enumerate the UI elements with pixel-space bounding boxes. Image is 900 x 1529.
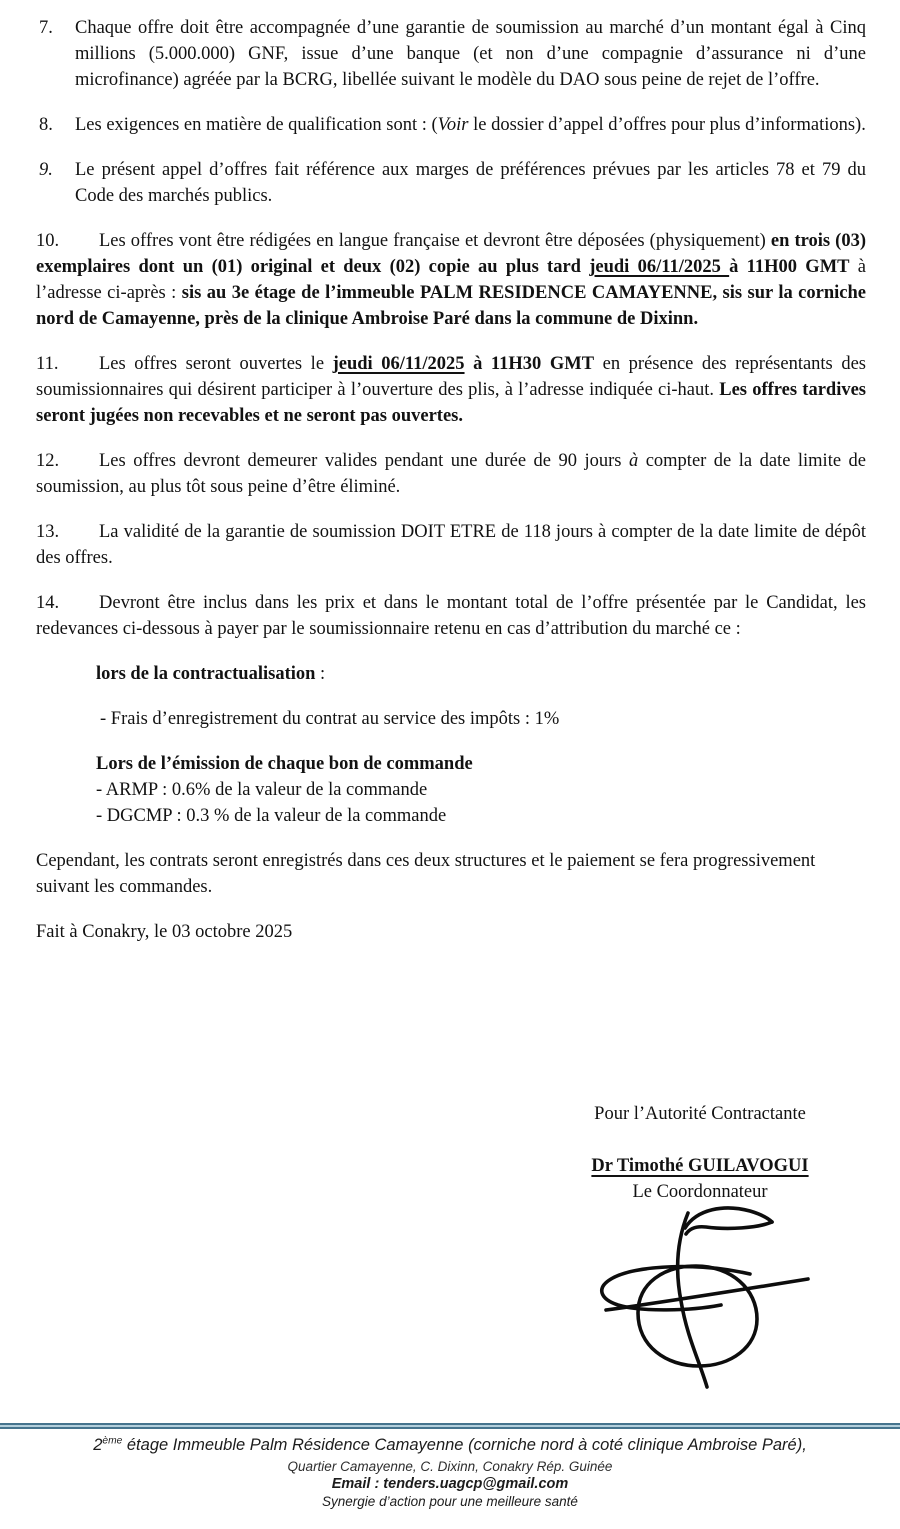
text-segment: compter de la date limite de soumission, au plus tôt sous peine d’être éliminé. xyxy=(36,451,867,497)
item-number: 12. xyxy=(36,451,60,471)
text-segment: Voir xyxy=(437,115,469,135)
footer-district: Quartier Camayenne, C. Dixinn, Conakry Rép. Guinée xyxy=(287,1459,613,1474)
text-segment: le dossier d’appel d’offres pour plus d’informations). xyxy=(468,115,866,135)
item-number: 9. xyxy=(39,160,53,180)
clause-contractualisation xyxy=(96,661,866,687)
text-segment: Chaque offre doit être accompagnée d’une garantie de soumission au marché d’un montant égal à Cinq millions (5.000.000) GNF, issue d’une banque (et non d’une compagnie d’assurance ni d’une microfinance) agréée par la BCRG, libellée suivant le modèle du DAO sous peine de rejet de l’offre. xyxy=(75,18,866,90)
item-number: 11. xyxy=(36,354,59,374)
footer-slogan: Synergie d’action pour une meilleure santé xyxy=(322,1494,578,1509)
text-segment: en présence des représentants des soumissionnaires qui désirent participer à l’ouverture des plis, à l’adresse indiquée ci-haut. xyxy=(36,354,866,400)
text-segment: à 11H00 GMT xyxy=(729,257,850,277)
text-segment: Le présent appel d’offres fait référence aux marges de préférences prévues par les articles 78 et 79 du Code des marchés publics. xyxy=(75,160,866,206)
text-segment: jeudi 06/11/2025 xyxy=(332,354,465,374)
text-segment: Les offres devront demeurer valides pendant une durée de 90 jours xyxy=(99,451,629,471)
item-11 xyxy=(36,351,866,429)
item-8 xyxy=(36,112,866,138)
text-segment: lors de la contractualisation xyxy=(96,664,316,684)
footer xyxy=(0,1423,900,1509)
closing-paragraph xyxy=(36,848,866,900)
text-segment: Devront être inclus dans les prix et dans le montant total de l’offre présentée par le Candidat, les redevances ci-dessous à payer par le soumissionnaire retenu en cas d’attribution du marché ce : xyxy=(36,593,866,639)
item-14 xyxy=(36,590,866,642)
text-segment: Cependant, les contrats seront enregistrés dans ces deux structures et le paiement se fera progressivement suivant les commandes. xyxy=(36,851,816,897)
text-segment: Les exigences en matière de qualification sont : ( xyxy=(75,115,438,135)
text-segment: - Frais d’enregistrement du contrat au service des impôts : 1% xyxy=(100,709,560,729)
item-number: 7. xyxy=(39,18,53,38)
dateline xyxy=(36,919,866,945)
text-segment: en trois (03) exemplaires dont un (01) original et deux (02) copie au plus tard xyxy=(36,231,866,277)
text-segment: à xyxy=(628,451,639,471)
item-number: 13. xyxy=(36,522,60,542)
text-segment: La validité de la garantie de soumission DOIT ETRE de 118 jours à compter de la date limite de dépôt des offres. xyxy=(36,522,866,568)
item-7 xyxy=(36,15,866,93)
signature-scribble xyxy=(560,1195,840,1405)
signature-name: Dr Timothé GUILAVOGUI xyxy=(591,1156,809,1176)
document-body xyxy=(36,15,866,964)
item-9 xyxy=(36,157,866,209)
text-segment: - ARMP : 0.6% de la valeur de la commande xyxy=(96,780,428,800)
footer-address xyxy=(0,1436,900,1455)
text-segment: : xyxy=(315,664,326,684)
text-segment: Fait à Conakry, le 03 octobre 2025 xyxy=(36,922,293,942)
text-segment: ème xyxy=(102,1435,123,1447)
item-number: 14. xyxy=(36,593,60,613)
text-segment: sis au 3e étage de l’immeuble PALM RESIDENCE CAMAYENNE, sis sur la corniche nord de Camayenne, près de la clinique Ambroise Paré dans la commune de Dixinn. xyxy=(36,283,866,329)
text-segment: - DGCMP : 0.3 % de la valeur de la commande xyxy=(96,806,447,826)
text-segment: étage Immeuble Palm Résidence Camayenne (corniche nord à coté clinique Ambroise Paré), xyxy=(122,1436,807,1454)
signature-authority: Pour l’Autorité Contractante xyxy=(594,1104,806,1124)
item-number: 8. xyxy=(39,115,53,135)
text-segment: 2 xyxy=(93,1436,103,1454)
footer-email: Email : tenders.uagcp@gmail.com xyxy=(331,1476,569,1492)
text-segment: Les offres tardives seront jugées non recevables et ne seront pas ouvertes. xyxy=(36,380,866,426)
item-number: 10. xyxy=(36,231,60,251)
clause-frais-enregistrement xyxy=(100,706,866,732)
item-12 xyxy=(36,448,866,500)
footer-rule xyxy=(0,1427,900,1429)
clause-dgcmp xyxy=(96,803,866,829)
text-segment: à 11H30 GMT xyxy=(464,354,595,374)
signature-block xyxy=(545,1102,855,1204)
clause-armp xyxy=(96,777,866,803)
item-13 xyxy=(36,519,866,571)
item-10 xyxy=(36,228,866,332)
text-segment: Les offres seront ouvertes le xyxy=(99,354,333,374)
text-segment: à l’adresse ci-après : xyxy=(36,257,866,303)
clause-emission-bon-commande xyxy=(96,751,866,777)
text-segment: Lors de l’émission de chaque bon de commande xyxy=(96,754,473,774)
signature-title: Le Coordonnateur xyxy=(632,1182,768,1202)
text-segment: jeudi 06/11/2025 xyxy=(589,257,730,277)
text-segment: Les offres vont être rédigées en langue française et devront être déposées (physiquement) xyxy=(99,231,771,251)
